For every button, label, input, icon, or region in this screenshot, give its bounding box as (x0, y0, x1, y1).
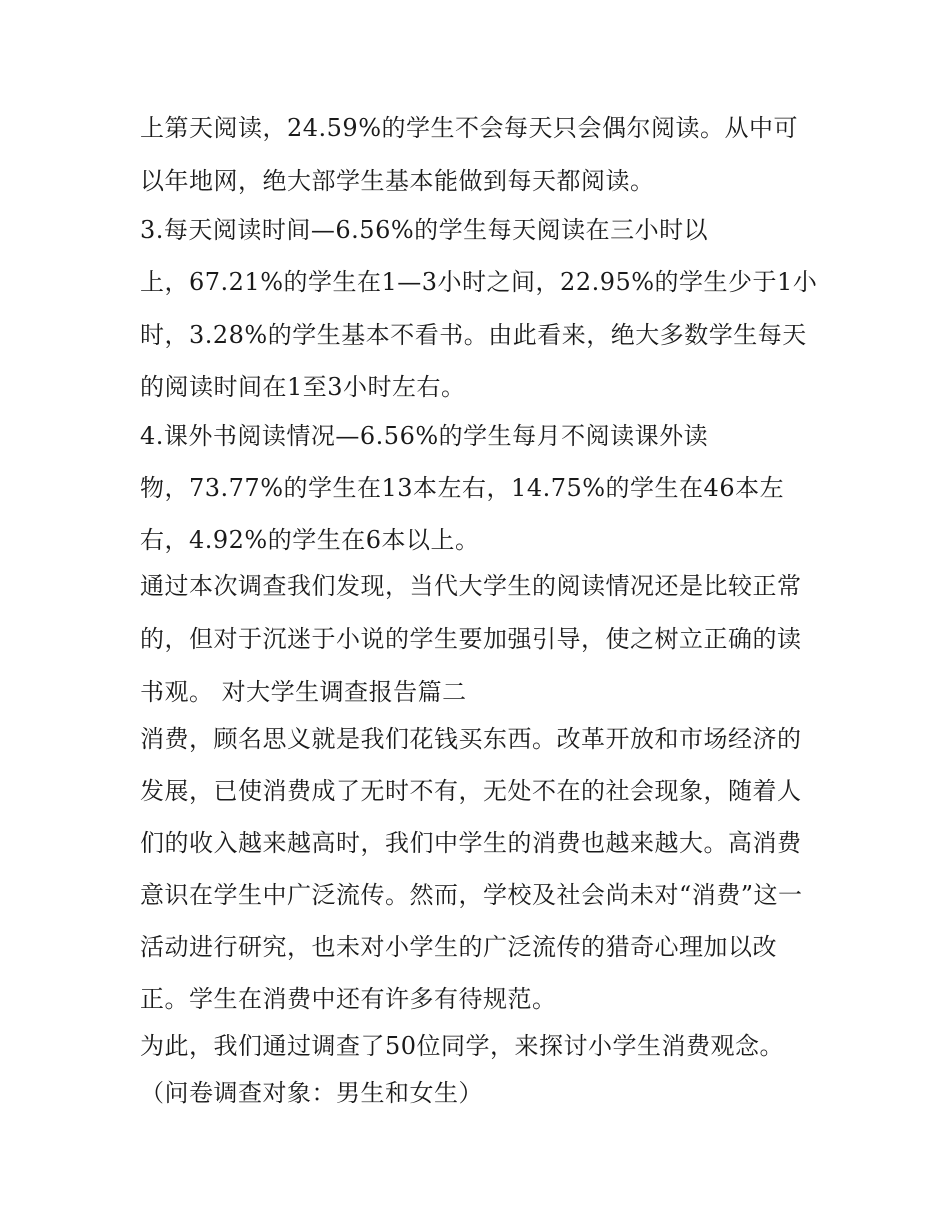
text-line-17: 活动进行研究，也未对小学生的广泛流传的猎奇心理加以改 (140, 933, 777, 961)
text-line-16: 意识在学生中广泛流传。然而，学校及社会尚未对“消费”这一 (140, 881, 803, 909)
text-line-4: 上，67.21%的学生在1—3小时之间，22.95%的学生少于1小 (140, 268, 818, 296)
text-line-11: 的，但对于沉迷于小说的学生要加强引导，使之树立正确的读 (140, 625, 802, 653)
text-line-8: 物，73.77%的学生在13本左右，14.75%的学生在46本左 (140, 474, 785, 502)
text-line-5: 时，3.28%的学生基本不看书。由此看来，绝大多数学生每天 (140, 321, 807, 349)
text-line-1: 上第天阅读，24.59%的学生不会每天只会偶尔阅读。从中可 (140, 114, 799, 142)
text-line-9: 右，4.92%的学生在6本以上。 (140, 526, 480, 554)
text-line-19: 为此，我们通过调查了50位同学，来探讨小学生消费观念。 (140, 1032, 785, 1060)
text-line-10: 通过本次调查我们发现，当代大学生的阅读情况还是比较正常 (140, 572, 802, 600)
text-line-14: 发展，已使消费成了无时不有，无处不在的社会现象，随着人 (140, 777, 802, 805)
text-line-7: 4.课外书阅读情况—6.56%的学生每月不阅读课外读 (140, 422, 709, 450)
text-line-13: 消费，顾名思义就是我们花钱买东西。改革开放和市场经济的 (140, 725, 802, 753)
text-line-18: 正。学生在消费中还有许多有待规范。 (140, 985, 557, 1013)
text-line-2: 以年地网，绝大部学生基本能做到每天都阅读。 (140, 167, 655, 195)
text-line-12: 书观。 对大学生调查报告篇二 (140, 678, 467, 706)
text-line-6: 的阅读时间在1至3小时左右。 (140, 373, 466, 401)
text-line-3: 3.每天阅读时间—6.56%的学生每天阅读在三小时以 (140, 216, 709, 244)
text-line-15: 们的收入越来越高时，我们中学生的消费也越来越大。高消费 (140, 829, 802, 857)
text-line-20: （问卷调查对象：男生和女生） (140, 1079, 483, 1107)
